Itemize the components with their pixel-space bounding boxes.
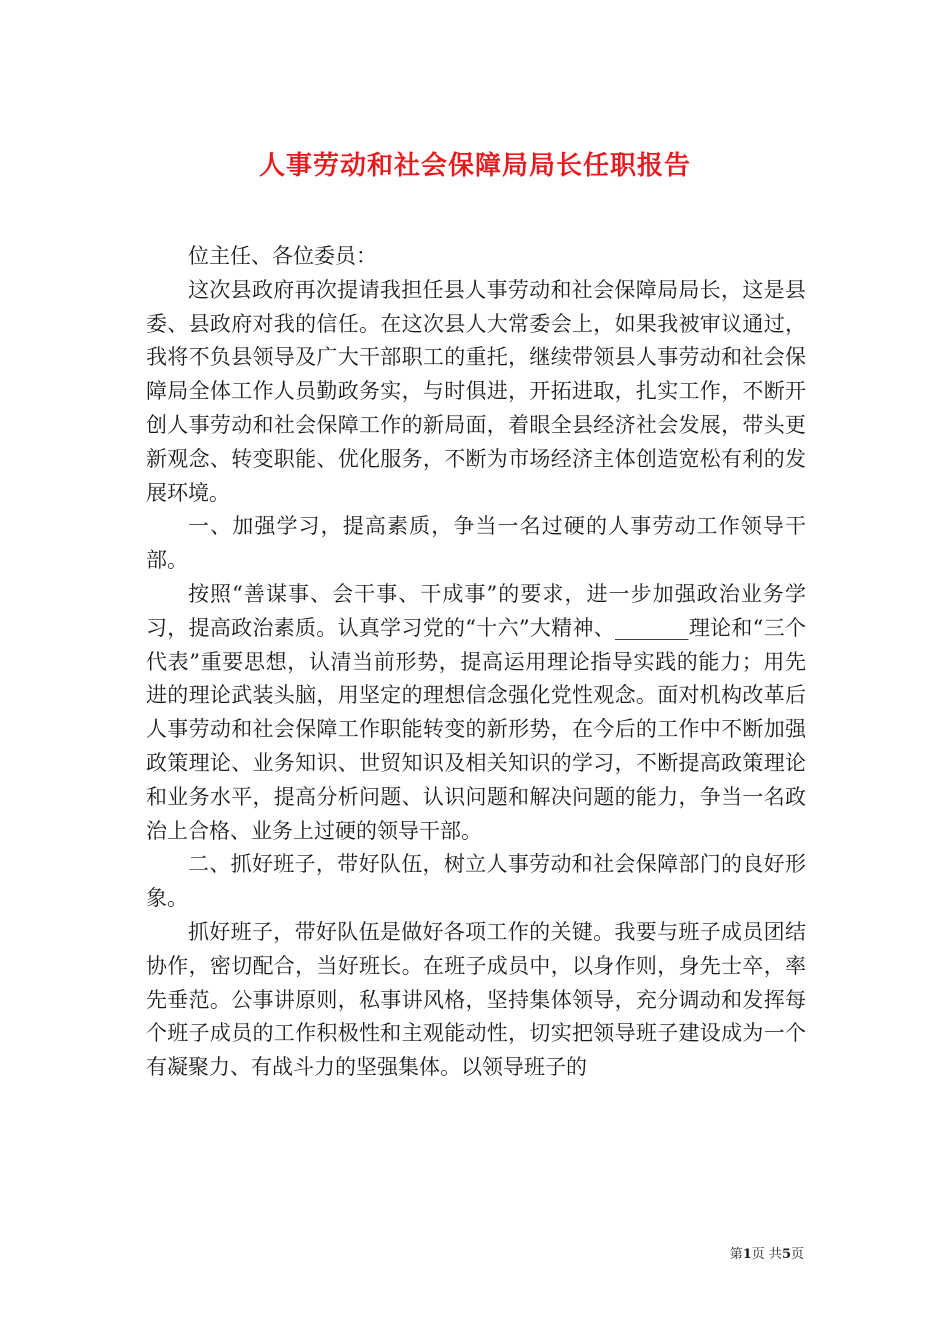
page-title: 人事劳动和社会保障局局长任职报告 [258,151,691,182]
page-number-footer [730,1246,804,1264]
total-pages-number: 5 [781,1247,791,1262]
footer-suffix: 页 [790,1247,804,1262]
paragraph-intro: 这次县政府再次提请我担任县人事劳动和社会保障局局长，这是县委、县政府对我的信任。在这次县人大常委会上，如果我被审议通过，我将不负县领导及广大干部职工的重托，继续带领县人事劳动和社会保障局全体工作人员勤政务实，与时俱进，开拓进取，扎实工作，不断开创人事劳动和社会保障工作的新局面，着眼全县经济社会发展，带头更新观念、转变职能、优化服务，不断为市场经济主体创造宽松有利的发展环境。 [146,277,806,505]
document-body [146,240,806,1085]
footer-prefix: 第 [729,1247,743,1262]
paragraph-team: 抓好班子，带好队伍是做好各项工作的关键。我要与班子成员团结协作，密切配合，当好班长。在班子成员中，以身作则，身先士卒，率先垂范。公事讲原则，私事讲风格，坚持集体领导，充分调动和发挥每个班子成员的工作积极性和主观能动性，切实把领导班子建设成为一个有凝聚力、有战斗力的坚强集体。以领导班子的 [146,919,806,1080]
current-page-number: 1 [742,1247,752,1262]
footer-middle: 页 共 [751,1247,782,1262]
section-heading-2: 二、抓好班子，带好队伍，树立人事劳动和社会保障部门的良好形象。 [146,852,806,911]
section-heading-1: 一、加强学习，提高素质，争当一名过硬的人事劳动工作领导干部。 [146,514,806,573]
salutation: 位主任、各位委员： [188,244,377,268]
paragraph-study: 按照“善谋事、会干事、干成事”的要求，进一步加强政治业务学习，提高政治素质。认真学习党的“十六”大精神、_______理论和“三个代表”重要思想，认清当前形势，提高运用理论指导实践的能力；用先进的理论武装头脑，用坚定的理想信念强化党性观念。面对机构改革后人事劳动和社会保障工作职能转变的新形势，在今后的工作中不断加强政策理论、业务知识、世贸知识及相关知识的学习，不断提高政策理论和业务水平，提高分析问题、认识问题和解决问题的能力，争当一名政治上合格、业务上过硬的领导干部。 [146,581,806,843]
